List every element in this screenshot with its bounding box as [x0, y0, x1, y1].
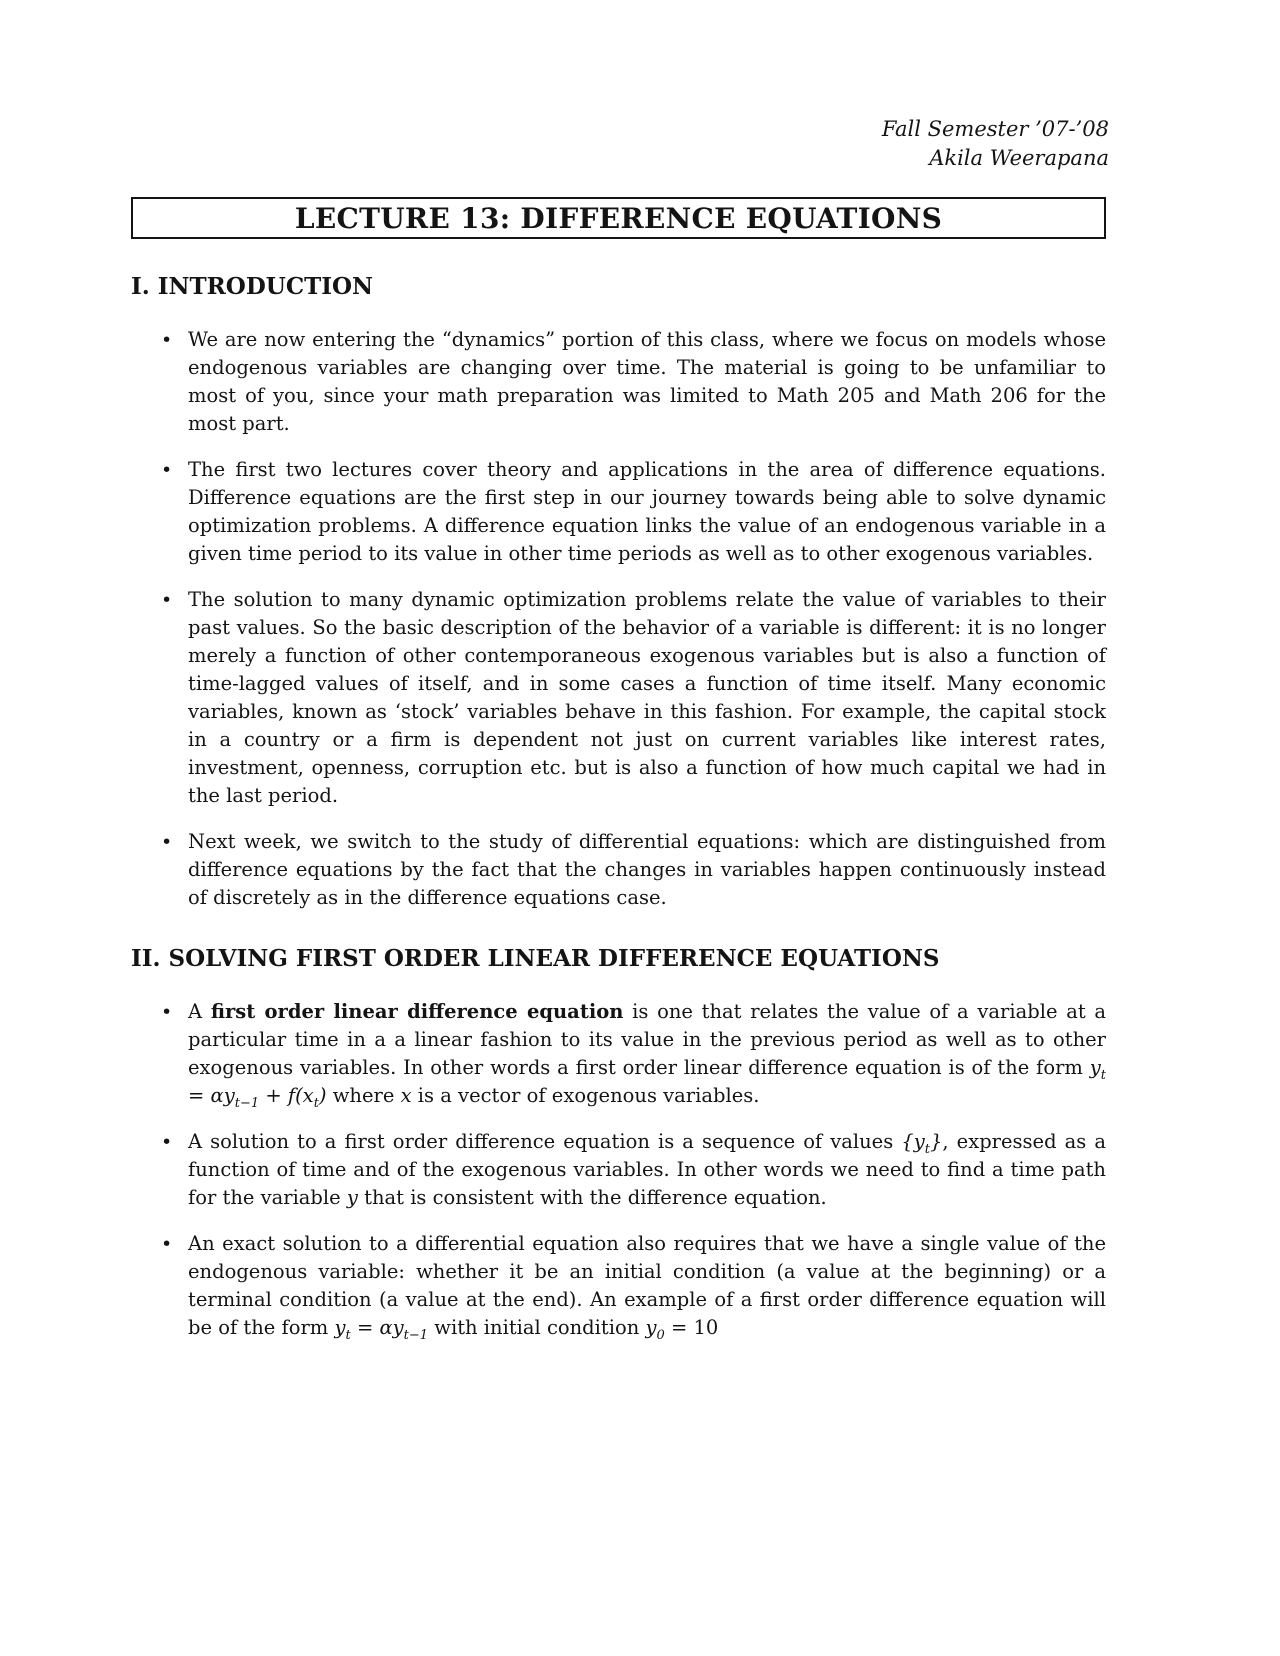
- bullet-icon: •: [161, 1131, 173, 1153]
- list-item: • The first two lectures cover theory and applications in the area of difference equations. Difference equations are the first step in our journey towards being able to solve dynamic optimization problems. A difference equation links the value of an endogenous variable in a given time period to its value in other time periods as well as to other exogenous variables.: [161, 458, 1106, 565]
- list-item: • An exact solution to a differential equation also requires that we have a single value of the endogenous variable: whether it be an initial condition (a value at the beginning) or a terminal condition (a value at the end). An example of a first order difference equation will be of the form $y_t = \alpha y_{t-1}$ with initial condition $y_0 = 10$: [161, 1232, 1106, 1343]
- equation: $y_0 = 10$: [645, 1316, 719, 1343]
- list-item: • Next week, we switch to the study of differential equations: which are distinguished from difference equations by the fact that the changes in variables happen continuously instead of discretely as in the difference equations case.: [161, 830, 1106, 909]
- bullet-icon: •: [161, 831, 173, 853]
- section-introduction: [131, 272, 1106, 930]
- bullet-icon: •: [161, 329, 173, 351]
- section-heading: II. SOLVING FIRST ORDER LINEAR DIFFERENCE EQUATIONS: [131, 945, 940, 972]
- bullet-list: [131, 998, 1106, 1342]
- lecture-title: LECTURE 13: DIFFERENCE EQUATIONS: [294, 201, 943, 235]
- equation: $y_t = \alpha y_{t-1}$: [334, 1316, 429, 1343]
- list-item: • A solution to a first order difference equation is a sequence of values $\{y_t\}$, expressed as a function of time and of the exogenous variables. In other words we need to find a time path for the variable y that is consistent with the difference equation.: [161, 1130, 1106, 1209]
- equation: $y_t = \alpha y_{t-1} + f(x_t)$: [188, 1056, 1106, 1111]
- bullet-icon: •: [161, 589, 173, 611]
- semester-label: Fall Semester ’07-’08: [881, 117, 1109, 141]
- lecture-title-box: [131, 197, 1106, 239]
- equation: $\{y_t\}$: [901, 1130, 943, 1157]
- list-item: • We are now entering the “dynamics” portion of this class, where we focus on models whose endogenous variables are changing over time. The material is going to be unfamiliar to most of you, since your math preparation was limited to Math 205 and Math 206 for the most part.: [161, 328, 1106, 435]
- bullet-list: [131, 326, 1106, 912]
- list-item: • A first order linear difference equation is one that relates the value of a variable at a particular time in a a linear fashion to its value in the previous period as well as to other exogenous variables. In other words a first order linear difference equation is of the form $y_t = \alpha y_{t-1} + f(x_t)$ where x is a vector of exogenous variables.: [161, 1000, 1107, 1111]
- bullet-icon: •: [161, 459, 173, 481]
- bullet-icon: •: [161, 1001, 173, 1023]
- header-meta: [882, 115, 1109, 173]
- list-item: • The solution to many dynamic optimization problems relate the value of variables to their past values. So the basic description of the behavior of a variable is different: it is no longer merely a function of other contemporaneous exogenous variables but is also a function of time-lagged values of itself, and in some cases a function of time itself. Many economic variables, known as ‘stock’ variables behave in this fashion. For example, the capital stock in a country or a firm is dependent not just on current variables like interest rates, investment, openness, corruption etc. but is also a function of how much capital we had in the last period.: [161, 588, 1106, 807]
- section-heading: I. INTRODUCTION: [131, 273, 374, 300]
- section-first-order: [131, 944, 1106, 1360]
- term-highlight: first order linear difference equation: [210, 1000, 624, 1023]
- bullet-icon: •: [161, 1233, 173, 1255]
- author-name: Akila Weerapana: [929, 146, 1109, 170]
